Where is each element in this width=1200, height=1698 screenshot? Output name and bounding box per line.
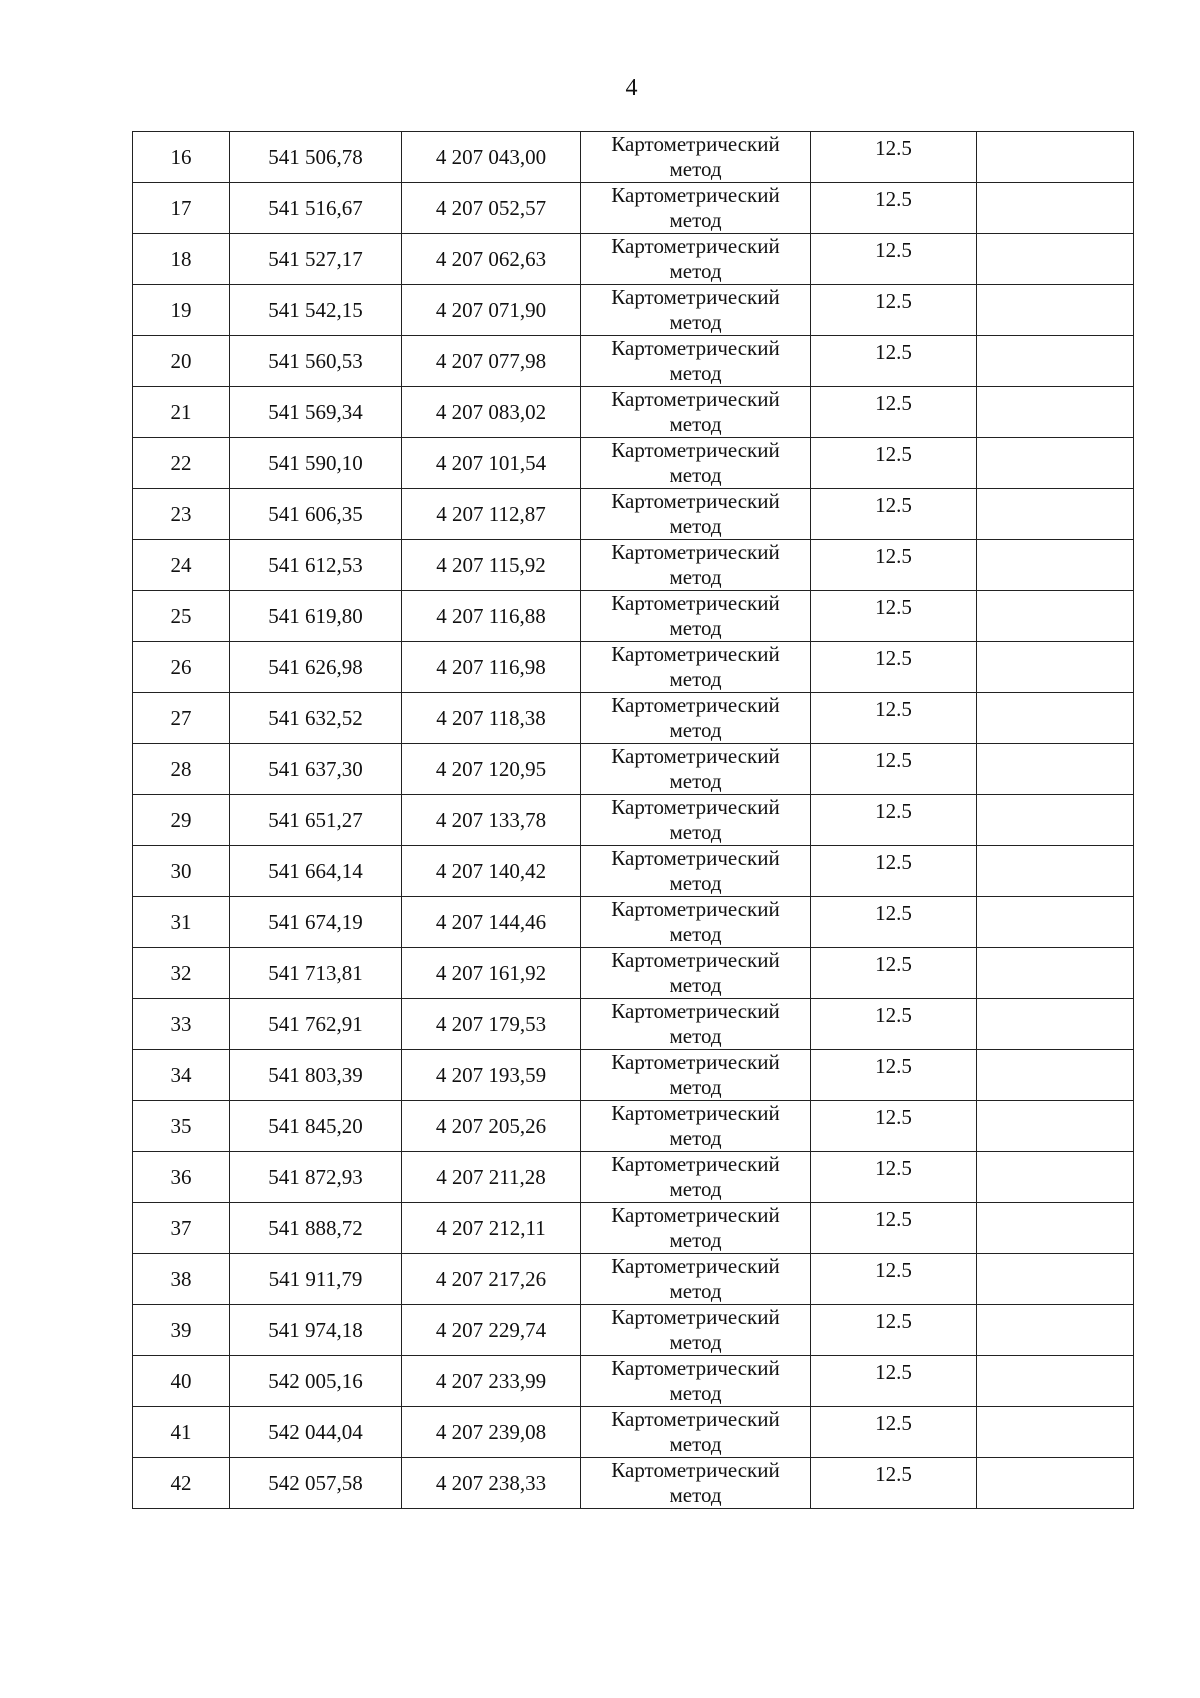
table-row (133, 234, 1134, 285)
coordinate-y: 4 207 077,98 (402, 336, 581, 387)
method-line-1: Картометрический (611, 744, 780, 768)
method-cell (581, 1356, 811, 1407)
method-line-2: метод (669, 1381, 722, 1405)
coordinate-y: 4 207 229,74 (402, 1305, 581, 1356)
coordinate-x: 541 590,10 (230, 438, 402, 489)
table-row (133, 1152, 1134, 1203)
coordinate-x: 541 888,72 (230, 1203, 402, 1254)
precision-value: 12.5 (811, 642, 977, 693)
table-row (133, 1101, 1134, 1152)
note-cell (977, 234, 1134, 285)
method-line-2: метод (669, 514, 722, 538)
precision-value: 12.5 (811, 132, 977, 183)
point-number: 22 (133, 438, 230, 489)
note-cell (977, 336, 1134, 387)
method-cell (581, 948, 811, 999)
method-line-2: метод (669, 1432, 722, 1456)
coordinate-x: 542 057,58 (230, 1458, 402, 1509)
point-number: 40 (133, 1356, 230, 1407)
coordinate-y: 4 207 043,00 (402, 132, 581, 183)
method-line-2: метод (669, 718, 722, 742)
precision-value: 12.5 (811, 999, 977, 1050)
method-cell (581, 1050, 811, 1101)
coordinate-y: 4 207 115,92 (402, 540, 581, 591)
method-line-1: Картометрический (611, 948, 780, 972)
note-cell (977, 438, 1134, 489)
precision-value: 12.5 (811, 897, 977, 948)
coordinate-x: 541 762,91 (230, 999, 402, 1050)
method-line-1: Картометрический (611, 132, 780, 156)
method-line-2: метод (669, 412, 722, 436)
method-line-1: Картометрический (611, 540, 780, 564)
method-line-1: Картометрический (611, 1356, 780, 1380)
table-row (133, 642, 1134, 693)
coordinate-x: 542 044,04 (230, 1407, 402, 1458)
precision-value: 12.5 (811, 285, 977, 336)
method-cell (581, 336, 811, 387)
method-cell (581, 1101, 811, 1152)
point-number: 33 (133, 999, 230, 1050)
method-cell (581, 285, 811, 336)
table-row (133, 387, 1134, 438)
precision-value: 12.5 (811, 693, 977, 744)
precision-value: 12.5 (811, 234, 977, 285)
note-cell (977, 132, 1134, 183)
table-row (133, 1407, 1134, 1458)
point-number: 30 (133, 846, 230, 897)
method-line-1: Картометрический (611, 1050, 780, 1074)
method-line-2: метод (669, 208, 722, 232)
coordinate-x: 542 005,16 (230, 1356, 402, 1407)
coordinates-table-body (133, 132, 1134, 1509)
coordinate-x: 541 911,79 (230, 1254, 402, 1305)
method-line-1: Картометрический (611, 1203, 780, 1227)
point-number: 41 (133, 1407, 230, 1458)
method-line-2: метод (669, 1126, 722, 1150)
point-number: 27 (133, 693, 230, 744)
table-row (133, 540, 1134, 591)
coordinate-y: 4 207 140,42 (402, 846, 581, 897)
method-line-1: Картометрический (611, 795, 780, 819)
note-cell (977, 1407, 1134, 1458)
method-cell (581, 1407, 811, 1458)
method-cell (581, 387, 811, 438)
method-line-1: Картометрический (611, 693, 780, 717)
coordinates-table (132, 131, 1134, 1509)
table-row (133, 1356, 1134, 1407)
precision-value: 12.5 (811, 1101, 977, 1152)
coordinate-y: 4 207 144,46 (402, 897, 581, 948)
coordinate-y: 4 207 217,26 (402, 1254, 581, 1305)
method-line-2: метод (669, 871, 722, 895)
coordinate-x: 541 872,93 (230, 1152, 402, 1203)
method-line-2: метод (669, 463, 722, 487)
coordinate-y: 4 207 062,63 (402, 234, 581, 285)
method-line-1: Картометрический (611, 999, 780, 1023)
point-number: 25 (133, 591, 230, 642)
table-row (133, 1203, 1134, 1254)
method-cell (581, 1203, 811, 1254)
point-number: 35 (133, 1101, 230, 1152)
precision-value: 12.5 (811, 591, 977, 642)
method-line-2: метод (669, 616, 722, 640)
coordinate-y: 4 207 120,95 (402, 744, 581, 795)
method-cell (581, 1254, 811, 1305)
method-cell (581, 489, 811, 540)
point-number: 32 (133, 948, 230, 999)
method-cell (581, 999, 811, 1050)
note-cell (977, 795, 1134, 846)
table-row (133, 489, 1134, 540)
method-cell (581, 1152, 811, 1203)
point-number: 28 (133, 744, 230, 795)
coordinate-x: 541 651,27 (230, 795, 402, 846)
coordinate-x: 541 560,53 (230, 336, 402, 387)
coordinate-y: 4 207 083,02 (402, 387, 581, 438)
point-number: 42 (133, 1458, 230, 1509)
method-line-2: метод (669, 820, 722, 844)
precision-value: 12.5 (811, 540, 977, 591)
method-line-1: Картометрический (611, 1305, 780, 1329)
method-line-1: Картометрический (611, 1101, 780, 1125)
method-line-1: Картометрический (611, 642, 780, 666)
note-cell (977, 1152, 1134, 1203)
method-cell (581, 744, 811, 795)
table-row (133, 948, 1134, 999)
precision-value: 12.5 (811, 1152, 977, 1203)
note-cell (977, 1203, 1134, 1254)
page-number: 4 (625, 75, 638, 101)
note-cell (977, 540, 1134, 591)
table-row (133, 795, 1134, 846)
point-number: 38 (133, 1254, 230, 1305)
note-cell (977, 1101, 1134, 1152)
method-line-2: метод (669, 259, 722, 283)
point-number: 18 (133, 234, 230, 285)
coordinate-x: 541 527,17 (230, 234, 402, 285)
coordinate-x: 541 632,52 (230, 693, 402, 744)
table-row (133, 285, 1134, 336)
note-cell (977, 387, 1134, 438)
coordinate-y: 4 207 071,90 (402, 285, 581, 336)
note-cell (977, 693, 1134, 744)
method-cell (581, 642, 811, 693)
note-cell (977, 846, 1134, 897)
coordinate-x: 541 606,35 (230, 489, 402, 540)
method-line-2: метод (669, 973, 722, 997)
method-line-2: метод (669, 1279, 722, 1303)
coordinate-x: 541 713,81 (230, 948, 402, 999)
note-cell (977, 183, 1134, 234)
note-cell (977, 489, 1134, 540)
method-line-1: Картометрический (611, 336, 780, 360)
precision-value: 12.5 (811, 744, 977, 795)
coordinate-y: 4 207 118,38 (402, 693, 581, 744)
coordinate-x: 541 506,78 (230, 132, 402, 183)
point-number: 29 (133, 795, 230, 846)
method-line-1: Картометрический (611, 438, 780, 462)
precision-value: 12.5 (811, 183, 977, 234)
precision-value: 12.5 (811, 846, 977, 897)
table-row (133, 693, 1134, 744)
precision-value: 12.5 (811, 387, 977, 438)
coordinate-y: 4 207 193,59 (402, 1050, 581, 1101)
coordinate-y: 4 207 161,92 (402, 948, 581, 999)
table-row (133, 1305, 1134, 1356)
precision-value: 12.5 (811, 438, 977, 489)
table-row (133, 1050, 1134, 1101)
point-number: 26 (133, 642, 230, 693)
coordinate-y: 4 207 116,98 (402, 642, 581, 693)
precision-value: 12.5 (811, 489, 977, 540)
table-row (133, 999, 1134, 1050)
method-line-2: метод (669, 361, 722, 385)
note-cell (977, 1305, 1134, 1356)
method-line-2: метод (669, 1228, 722, 1252)
point-number: 19 (133, 285, 230, 336)
method-line-1: Картометрический (611, 1458, 780, 1482)
point-number: 23 (133, 489, 230, 540)
method-cell (581, 438, 811, 489)
method-line-1: Картометрический (611, 897, 780, 921)
method-line-1: Картометрический (611, 846, 780, 870)
point-number: 17 (133, 183, 230, 234)
coordinate-y: 4 207 179,53 (402, 999, 581, 1050)
table-row (133, 744, 1134, 795)
precision-value: 12.5 (811, 1050, 977, 1101)
precision-value: 12.5 (811, 1305, 977, 1356)
method-line-2: метод (669, 769, 722, 793)
note-cell (977, 1356, 1134, 1407)
coordinate-y: 4 207 112,87 (402, 489, 581, 540)
coordinate-y: 4 207 211,28 (402, 1152, 581, 1203)
note-cell (977, 1458, 1134, 1509)
method-line-2: метод (669, 565, 722, 589)
method-line-2: метод (669, 667, 722, 691)
coordinate-y: 4 207 233,99 (402, 1356, 581, 1407)
coordinate-y: 4 207 212,11 (402, 1203, 581, 1254)
precision-value: 12.5 (811, 1458, 977, 1509)
coordinate-x: 541 612,53 (230, 540, 402, 591)
note-cell (977, 999, 1134, 1050)
method-cell (581, 234, 811, 285)
precision-value: 12.5 (811, 948, 977, 999)
coordinate-y: 4 207 133,78 (402, 795, 581, 846)
coordinate-y: 4 207 052,57 (402, 183, 581, 234)
method-cell (581, 693, 811, 744)
coordinate-x: 541 664,14 (230, 846, 402, 897)
method-line-2: метод (669, 922, 722, 946)
method-line-1: Картометрический (611, 285, 780, 309)
method-cell (581, 183, 811, 234)
method-cell (581, 846, 811, 897)
table-row (133, 1254, 1134, 1305)
method-line-1: Картометрический (611, 489, 780, 513)
note-cell (977, 948, 1134, 999)
table-row (133, 1458, 1134, 1509)
note-cell (977, 897, 1134, 948)
method-cell (581, 897, 811, 948)
precision-value: 12.5 (811, 1254, 977, 1305)
precision-value: 12.5 (811, 795, 977, 846)
table-row (133, 183, 1134, 234)
coordinate-y: 4 207 205,26 (402, 1101, 581, 1152)
note-cell (977, 285, 1134, 336)
note-cell (977, 591, 1134, 642)
table-row (133, 846, 1134, 897)
point-number: 36 (133, 1152, 230, 1203)
coordinate-x: 541 569,34 (230, 387, 402, 438)
table-row (133, 132, 1134, 183)
method-cell (581, 795, 811, 846)
point-number: 21 (133, 387, 230, 438)
method-line-1: Картометрический (611, 234, 780, 258)
coordinate-x: 541 626,98 (230, 642, 402, 693)
precision-value: 12.5 (811, 1203, 977, 1254)
method-line-1: Картометрический (611, 387, 780, 411)
method-line-1: Картометрический (611, 1407, 780, 1431)
coordinate-y: 4 207 101,54 (402, 438, 581, 489)
coordinate-y: 4 207 116,88 (402, 591, 581, 642)
note-cell (977, 642, 1134, 693)
coordinate-x: 541 674,19 (230, 897, 402, 948)
table-row (133, 438, 1134, 489)
coordinate-x: 541 803,39 (230, 1050, 402, 1101)
method-cell (581, 1458, 811, 1509)
precision-value: 12.5 (811, 1356, 977, 1407)
method-line-1: Картометрический (611, 183, 780, 207)
method-line-1: Картометрический (611, 1254, 780, 1278)
method-cell (581, 1305, 811, 1356)
point-number: 16 (133, 132, 230, 183)
precision-value: 12.5 (811, 336, 977, 387)
coordinate-y: 4 207 239,08 (402, 1407, 581, 1458)
method-line-2: метод (669, 1075, 722, 1099)
point-number: 34 (133, 1050, 230, 1101)
method-line-1: Картометрический (611, 591, 780, 615)
coordinate-x: 541 974,18 (230, 1305, 402, 1356)
method-cell (581, 132, 811, 183)
coordinate-x: 541 637,30 (230, 744, 402, 795)
coordinate-y: 4 207 238,33 (402, 1458, 581, 1509)
coordinate-x: 541 619,80 (230, 591, 402, 642)
table-row (133, 336, 1134, 387)
table-row (133, 591, 1134, 642)
method-line-2: метод (669, 1177, 722, 1201)
coordinate-x: 541 542,15 (230, 285, 402, 336)
method-line-2: метод (669, 1024, 722, 1048)
method-cell (581, 540, 811, 591)
method-line-1: Картометрический (611, 1152, 780, 1176)
method-line-2: метод (669, 310, 722, 334)
point-number: 39 (133, 1305, 230, 1356)
method-cell (581, 591, 811, 642)
method-line-2: метод (669, 157, 722, 181)
coordinate-x: 541 516,67 (230, 183, 402, 234)
point-number: 31 (133, 897, 230, 948)
note-cell (977, 1254, 1134, 1305)
note-cell (977, 1050, 1134, 1101)
point-number: 20 (133, 336, 230, 387)
point-number: 37 (133, 1203, 230, 1254)
method-line-2: метод (669, 1330, 722, 1354)
table-row (133, 897, 1134, 948)
coordinate-x: 541 845,20 (230, 1101, 402, 1152)
precision-value: 12.5 (811, 1407, 977, 1458)
method-line-2: метод (669, 1483, 722, 1507)
note-cell (977, 744, 1134, 795)
point-number: 24 (133, 540, 230, 591)
